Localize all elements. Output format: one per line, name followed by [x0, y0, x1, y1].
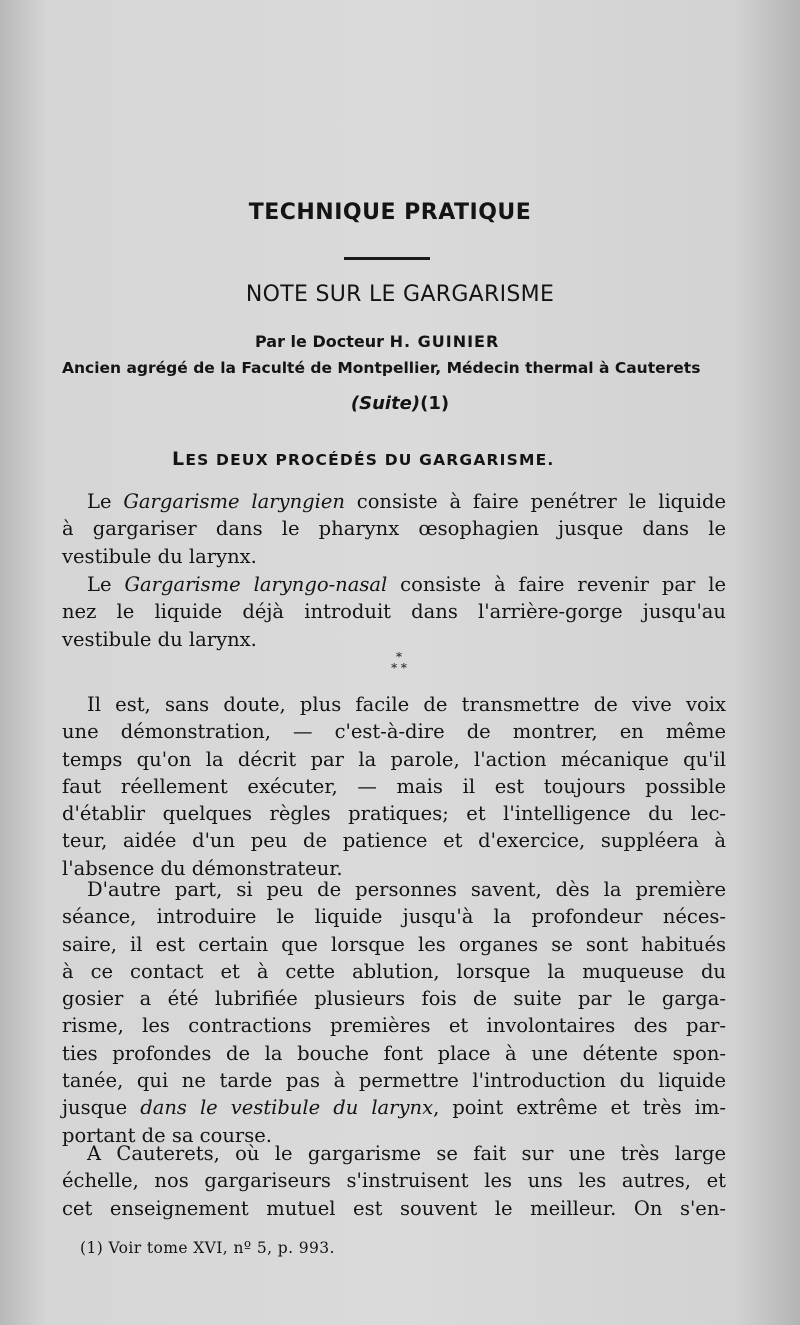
footnote: (1) Voir tome XVI, nº 5, p. 993. [80, 1239, 335, 1257]
paragraph-4 [62, 876, 726, 1149]
italic-term: Gargarisme laryngo-nasal [124, 573, 388, 596]
italic-term: dans le vestibule du larynx [140, 1096, 434, 1120]
paragraph-4-line-italic: jusque dans le vestibule du larynx, point extrême et très im- [62, 1096, 726, 1120]
footnote-ref: (1) [420, 393, 450, 414]
paragraph-2 [62, 571, 726, 653]
paragraph-2-line-3: vestibule du larynx. [62, 627, 257, 651]
author-name: H. GUINIER [389, 332, 500, 351]
paragraph-3-line: d'établir quelques règles pratiques; et l'intelligence du lec- [62, 802, 726, 826]
paragraph-5-line: cet enseignement mutuel est souvent le meilleur. On s'en- [62, 1196, 726, 1220]
suite-label [0, 393, 800, 414]
byline [255, 332, 499, 351]
title-rule-divider [344, 257, 430, 260]
paragraph-4-line: portant de sa course. [62, 1123, 272, 1147]
paragraph-2-line-1: Le Gargarisme laryngo-nasal consiste à faire revenir par le [87, 573, 726, 596]
paragraph-1-line-3: vestibule du larynx. [62, 544, 257, 568]
paragraph-2-line-2: nez le liquide déjà introduit dans l'arrière-gorge jusqu'au [62, 600, 726, 624]
paragraph-1 [62, 488, 726, 570]
byline-prefix: Par le Docteur [255, 332, 390, 351]
paragraph-4-line: à ce contact et à cette ablution, lorsque la muqueuse du [62, 959, 726, 983]
author-affiliation: Ancien agrégé de la Faculté de Montpellier, Médecin thermal à Cauterets [62, 359, 701, 377]
paragraph-5 [62, 1140, 726, 1222]
page-title: TECHNIQUE PRATIQUE [248, 200, 532, 225]
asterism-star: * * [391, 661, 407, 675]
paragraph-4-line: saire, il est certain que lorsque les organes se sont habitués [62, 932, 726, 956]
asterism-separator [384, 652, 414, 682]
paragraph-4-line: séance, introduire le liquide jusqu'à la profondeur néces- [62, 905, 726, 929]
paragraph-4-line: ties profondes de la bouche font place à une détente spon- [62, 1041, 726, 1065]
asterism-star: * [396, 650, 402, 664]
paragraph-3-line: une démonstration, — c'est-à-dire de montrer, en même [62, 720, 726, 744]
paragraph-1-line-1: Le Gargarisme laryngien consiste à faire penétrer le liquide [87, 490, 726, 513]
paragraph-3-line: Il est, sans doute, plus facile de transmettre de vive voix [87, 693, 726, 716]
paragraph-4-line: gosier a été lubrifiée plusieurs fois de suite par le garga- [62, 987, 726, 1011]
section-heading [172, 448, 554, 470]
paragraph-4-line: risme, les contractions premières et involontaires des par- [62, 1014, 726, 1038]
section-heading-initial: L [172, 448, 186, 470]
paragraph-3-line: teur, aidée d'un peu de patience et d'exercice, suppléera à [62, 829, 726, 853]
suite-text: (Suite) [350, 393, 421, 414]
paragraph-3-line: faut réellement exécuter, — mais il est toujours possible [62, 774, 726, 798]
italic-term: Gargarisme laryngien [123, 490, 345, 513]
paragraph-3-line: l'absence du démonstrateur. [62, 856, 343, 880]
section-heading-rest: ES DEUX PROCÉDÉS DU GARGARISME. [185, 451, 555, 469]
paragraph-4-line: D'autre part, si peu de personnes savent, dès la première [87, 878, 726, 901]
paragraph-3-line: temps qu'on la décrit par la parole, l'action mécanique qu'il [62, 747, 726, 771]
paragraph-3 [62, 691, 726, 882]
paragraph-1-line-2: à gargariser dans le pharynx œsophagien jusque dans le [62, 517, 726, 541]
paragraph-5-line: A Cauterets, où le gargarisme se fait sur une très large [87, 1142, 726, 1165]
article-subtitle: NOTE SUR LE GARGARISME [245, 282, 555, 307]
paragraph-5-line: échelle, nos gargariseurs s'instruisent les uns les autres, et [62, 1169, 726, 1193]
paragraph-4-line: tanée, qui ne tarde pas à permettre l'introduction du liquide [62, 1069, 726, 1093]
